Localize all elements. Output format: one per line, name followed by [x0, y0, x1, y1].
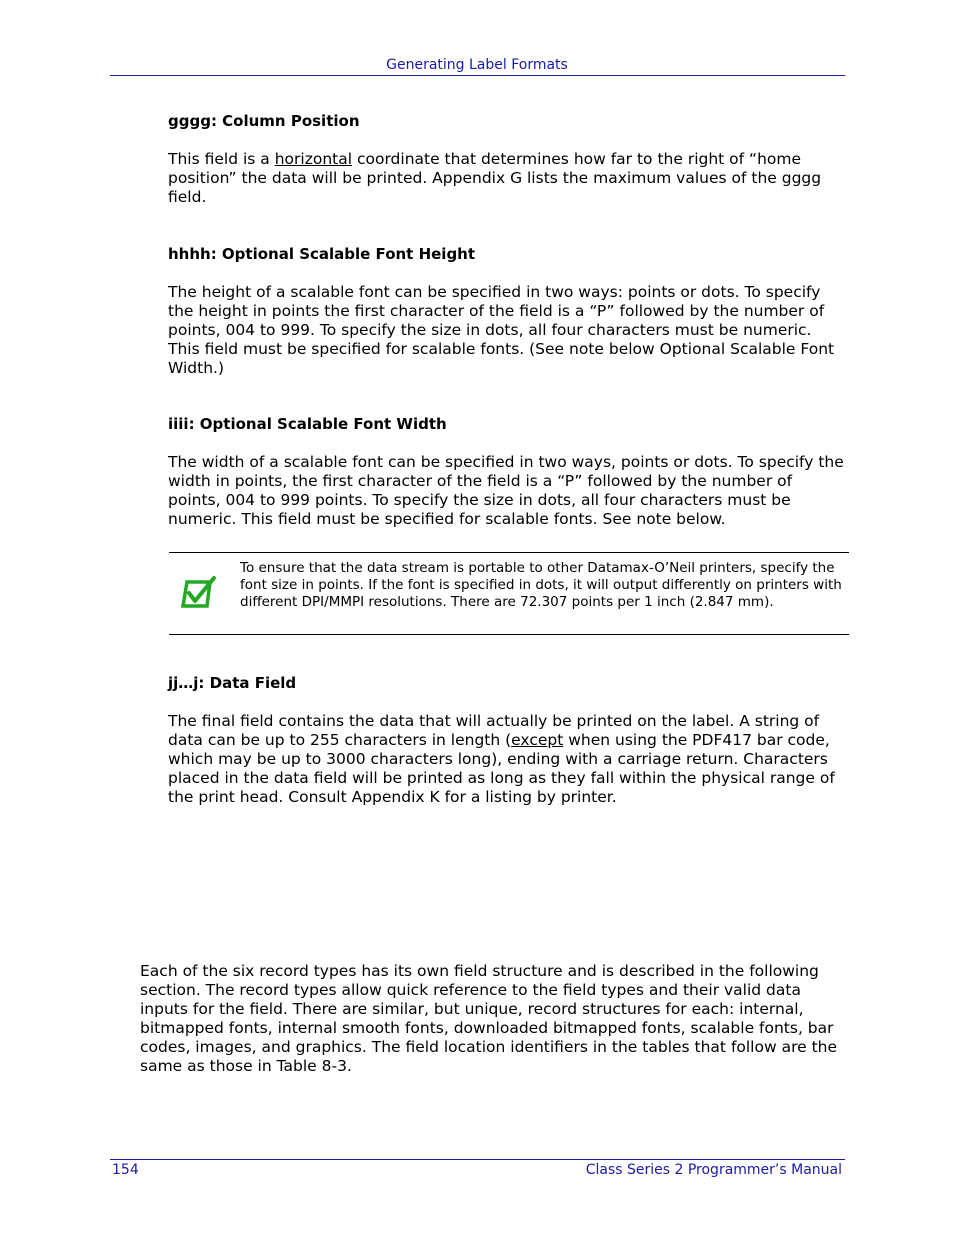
section-heading-data-field: jj…j: Data Field [168, 674, 297, 692]
checkmark-note-icon [180, 576, 218, 610]
note-text: To ensure that the data stream is portable to other Datamax-O’Neil printers, specify the font size in points. If the font is specified in dots, it will output differently on printers with different DPI/MMPI resolutions. There are 72.307 points per 1 inch (2.847 mm). [240, 560, 842, 610]
manual-title: Class Series 2 Programmer’s Manual [585, 1162, 842, 1178]
paragraph-font-height: The height of a scalable font can be specified in two ways: points or dots. To specify the height in points the first character of the field is a “P” followed by the number of points, 004 to 999. To specify the size in dots, all four characters must be numeric. This field must be specified for scalable fonts. (See note below Optional Scalable Font Width.) [168, 283, 835, 377]
paragraph-column-position [168, 150, 848, 207]
text-run: when using the PDF417 bar code, which may be up to 3000 characters long), ending with a carriage return. Characters placed in the data field will be printed as long as they fall within the physical range of the print head. Consult Appendix K for a listing by printer. [168, 731, 835, 806]
underlined-term: except [511, 731, 564, 749]
section-heading-font-height: hhhh: Optional Scalable Font Height [168, 245, 476, 263]
underlined-term: horizontal [274, 150, 353, 168]
paragraph-data-field [168, 712, 848, 807]
section-heading-column-position: gggg: Column Position [168, 112, 360, 130]
footer-rule [110, 1159, 845, 1160]
text-run: The final field contains the data that will actually be printed on the label. A string of data can be up to 255 characters in length ( [168, 712, 820, 749]
paragraph-record-types: Each of the six record types has its own field structure and is described in the following section. The record types allow quick reference to the field types and their valid data inputs for the field. There are similar, but unique, record structures for each: internal, bitmapped fonts, internal smooth fonts, downloaded bitmapped fonts, scalable fonts, bar codes, images, and graphics. The field location identifiers in the tables that follow are the same as those in Table 8-3. [140, 962, 838, 1075]
text-run: This field is a [168, 150, 275, 168]
section-heading-font-width: iiii: Optional Scalable Font Width [168, 415, 447, 433]
paragraph-font-width: The width of a scalable font can be specified in two ways, points or dots. To specify the width in points, the first character of the field is a “P” followed by the number of points, 004 to 999 points. To specify the size in dots, all four characters must be numeric. This field must be specified for scalable fonts. See note below. [168, 453, 844, 528]
note-top-rule [169, 552, 849, 553]
header-rule [110, 75, 845, 76]
running-header-title: Generating Label Formats [386, 57, 568, 73]
note-bottom-rule [169, 634, 849, 635]
page-number: 154 [112, 1162, 139, 1178]
text-run: coordinate that determines how far to the right of “home position” the data will be printed. Appendix G lists the maximum values of the gggg field. [168, 150, 822, 206]
